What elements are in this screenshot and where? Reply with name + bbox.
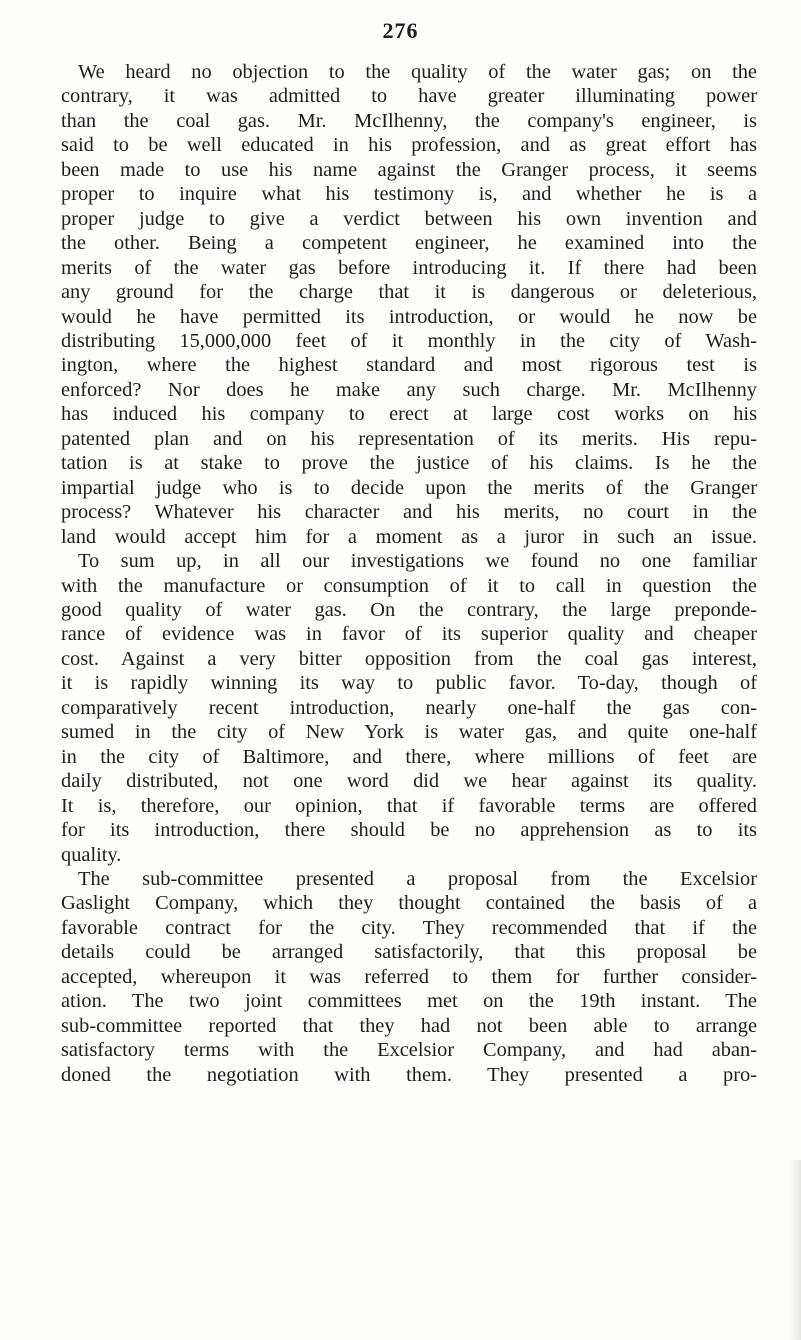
text-line: been made to use his name against the Granger process, it seems xyxy=(61,158,757,181)
text-line: To sum up, in all our investigations we found no one familiar xyxy=(78,550,757,573)
text-line: patented plan and on his representation of its merits. His repu- xyxy=(61,427,757,450)
text-line: it is rapidly winning its way to public favor. To-day, though of xyxy=(61,672,757,695)
text-line: doned the negotiation with them. They presented a pro- xyxy=(61,1063,757,1086)
body-text xyxy=(61,60,757,1087)
text-line: cost. Against a very bitter opposition from the coal gas interest, xyxy=(61,647,757,670)
text-line: comparatively recent introduction, nearly one-half the gas con- xyxy=(61,696,757,719)
text-line: proper judge to give a verdict between his own invention and xyxy=(61,207,757,230)
page-edge-shadow xyxy=(789,1160,801,1340)
text-line: satisfactory terms with the Excelsior Company, and had aban- xyxy=(61,1039,757,1062)
text-line: process? Whatever his character and his merits, no court in the xyxy=(61,501,757,524)
text-line: for its introduction, there should be no apprehension as to its xyxy=(61,819,757,842)
text-line: said to be well educated in his profession, and as great effort has xyxy=(61,134,757,157)
text-line: land would accept him for a moment as a juror in such an issue. xyxy=(61,525,757,548)
text-line: distributing 15,000,000 feet of it monthly in the city of Wash- xyxy=(61,329,757,352)
text-line: good quality of water gas. On the contrary, the large preponde- xyxy=(61,598,757,621)
text-line: contrary, it was admitted to have greater illuminating power xyxy=(61,85,757,108)
text-line: would he have permitted its introduction, or would he now be xyxy=(61,305,757,328)
text-line: Gaslight Company, which they thought contained the basis of a xyxy=(61,892,757,915)
text-line: in the city of Baltimore, and there, where millions of feet are xyxy=(61,745,757,768)
text-line: The sub-committee presented a proposal from the Excelsior xyxy=(78,867,757,890)
text-line: any ground for the charge that it is dangerous or deleterious, xyxy=(61,281,757,304)
paragraph-2 xyxy=(61,867,757,1087)
text-line: has induced his company to erect at large cost works on his xyxy=(61,403,757,426)
text-line: accepted, whereupon it was referred to them for further consider- xyxy=(61,965,757,988)
text-line: ington, where the highest standard and most rigorous test is xyxy=(61,354,757,377)
text-line: with the manufacture or consumption of it to call in question the xyxy=(61,574,757,597)
text-line: the other. Being a competent engineer, he examined into the xyxy=(61,232,757,255)
text-line: sub-committee reported that they had not been able to arrange xyxy=(61,1014,757,1037)
text-line: rance of evidence was in favor of its superior quality and cheaper xyxy=(61,623,757,646)
text-line: tation is at stake to prove the justice of his claims. Is he the xyxy=(61,452,757,475)
paragraph-1 xyxy=(61,60,757,867)
text-line: details could be arranged satisfactorily, that this proposal be xyxy=(61,941,757,964)
text-line: daily distributed, not one word did we hear against its quality. xyxy=(61,770,757,793)
text-line: ation. The two joint committees met on the 19th instant. The xyxy=(61,990,757,1013)
text-line: than the coal gas. Mr. McIlhenny, the company's engineer, is xyxy=(61,109,757,132)
text-line: quality. xyxy=(61,843,122,866)
text-line: proper to inquire what his testimony is, and whether he is a xyxy=(61,183,757,206)
text-line: sumed in the city of New York is water gas, and quite one-half xyxy=(61,721,757,744)
text-line: impartial judge who is to decide upon the merits of the Granger xyxy=(61,476,757,499)
page-number: 276 xyxy=(382,18,419,43)
text-line: favorable contract for the city. They recommended that if the xyxy=(61,916,757,939)
text-line: It is, therefore, our opinion, that if favorable terms are offered xyxy=(61,794,757,817)
text-line: We heard no objection to the quality of the water gas; on the xyxy=(78,61,757,83)
text-line: enforced? Nor does he make any such charge. Mr. McIlhenny xyxy=(61,378,757,401)
text-line: merits of the water gas before introducing it. If there had been xyxy=(61,256,757,279)
